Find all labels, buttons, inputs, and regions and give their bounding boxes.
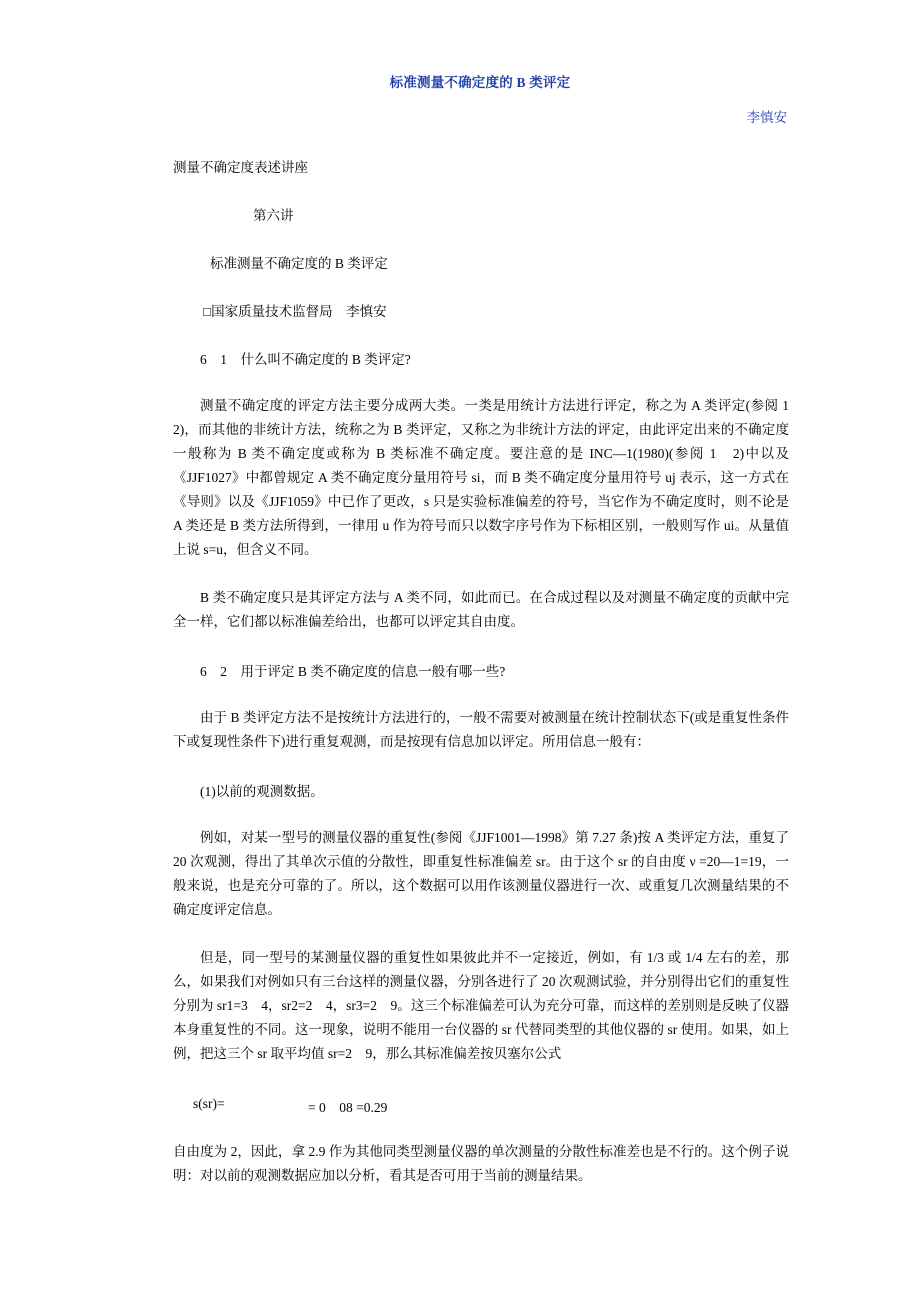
author-affiliation: □国家质量技术监督局 李慎安 [203,304,387,319]
paragraph-3-text: 由于 B 类评定方法不是按统计方法进行的，一般不需要对被测量在统计控制状态下(或是重复性条件下或复现性条件下)进行重复观测，而是按现有信息加以评定。所用信息一般有： [173,710,789,749]
formula-lhs: s(sr)= [193,1096,225,1111]
paragraph-4 [173,826,789,922]
paragraph-5-text: 但是，同一型号的某测量仪器的重复性如果彼此并不一定接近，例如，有 1/3 或 1/4 左右的差，那么，如果我们对例如只有三台这样的测量仪器，分别各进行了 20 次观测试验，并分别得出它们的重复性分别为 sr1=3 4，sr2=2 4，sr3=2 9。这三个标准偏差可认为充分可靠，而这样的差别则是反映了仪器本身重复性的不同。这一现象，说明不能用一台仪器的 sr 代替同类型的其他仪器的 sr 使用。如果，如上例，把这三个 sr 取平均值 sr=2 9，那么其标准偏差按贝塞尔公式 [173,950,789,1061]
paragraph-3 [173,706,789,754]
paragraph-2 [173,586,789,634]
formula-rhs: = 0 08 =0.29 [308,1100,388,1115]
paragraph-4-text: 例如，对某一型号的测量仪器的重复性(参阅《JJF1001—1998》第 7.27 条)按 A 类评定方法，重复了 20 次观测，得出了其单次示值的分散性，即重复性标准偏差 sr。由于这个 sr 的自由度 ν =20—1=19，一般来说，也是充分可靠的了。所以，这个数据可以用作该测量仪器进行一次、或重复几次测量结果的不确定度评定信息。 [173,830,789,917]
author-link[interactable]: 李慎安 [746,110,787,125]
lecture-number: 第六讲 [253,208,294,223]
paragraph-6-text: 自由度为 2，因此，拿 2.9 作为其他同类型测量仪器的单次测量的分散性标准差也是不行的。这个例子说明：对以前的观测数据应加以分析，看其是否可用于当前的测量结果。 [173,1144,789,1183]
section-heading-6-1: 6 1 什么叫不确定度的 B 类评定? [200,352,411,367]
series-name: 测量不确定度表述讲座 [173,160,308,175]
paragraph-1-text: 测量不确定度的评定方法主要分成两大类。一类是用统计方法进行评定，称之为 A 类评定(参阅 1 2)，而其他的非统计方法，统称之为 B 类评定，又称之为非统计方法的评定，由此评定出来的不确定度一般称为 B 类不确定度或称为 B 类标准不确定度。要注意的是 INC—1(1980)(参阅 1 2)中以及《JJF1027》中都曾规定 A 类不确定度分量用符号 si，而 B 类不确定度分量用符号 uj 表示，这一方式在《导则》以及《JJF1059》中已作了更改，s 只是实验标准偏差的符号，当它作为不确定度时，则不论是 A 类还是 B 类方法所得到，一律用 u 作为符号而只以数字序号作为下标相区别，一般则写作 ui。从量值上说 s=u，但含义不同。 [173,398,803,557]
bessel-formula [193,1096,388,1115]
paragraph-5 [173,946,789,1066]
document-title: 标准测量不确定度的 B 类评定 [389,75,571,90]
paragraph-6 [173,1140,789,1188]
paragraph-2-text: B 类不确定度只是其评定方法与 A 类不同，如此而已。在合成过程以及对测量不确定度的贡献中完全一样，它们都以标准偏差给出，也都可以评定其自由度。 [173,590,789,629]
section-heading-6-2: 6 2 用于评定 B 类不确定度的信息一般有哪一些? [200,664,506,679]
list-item-1: (1)以前的观测数据。 [200,784,324,799]
lecture-subtitle: 标准测量不确定度的 B 类评定 [210,256,388,271]
paragraph-1 [173,394,803,562]
